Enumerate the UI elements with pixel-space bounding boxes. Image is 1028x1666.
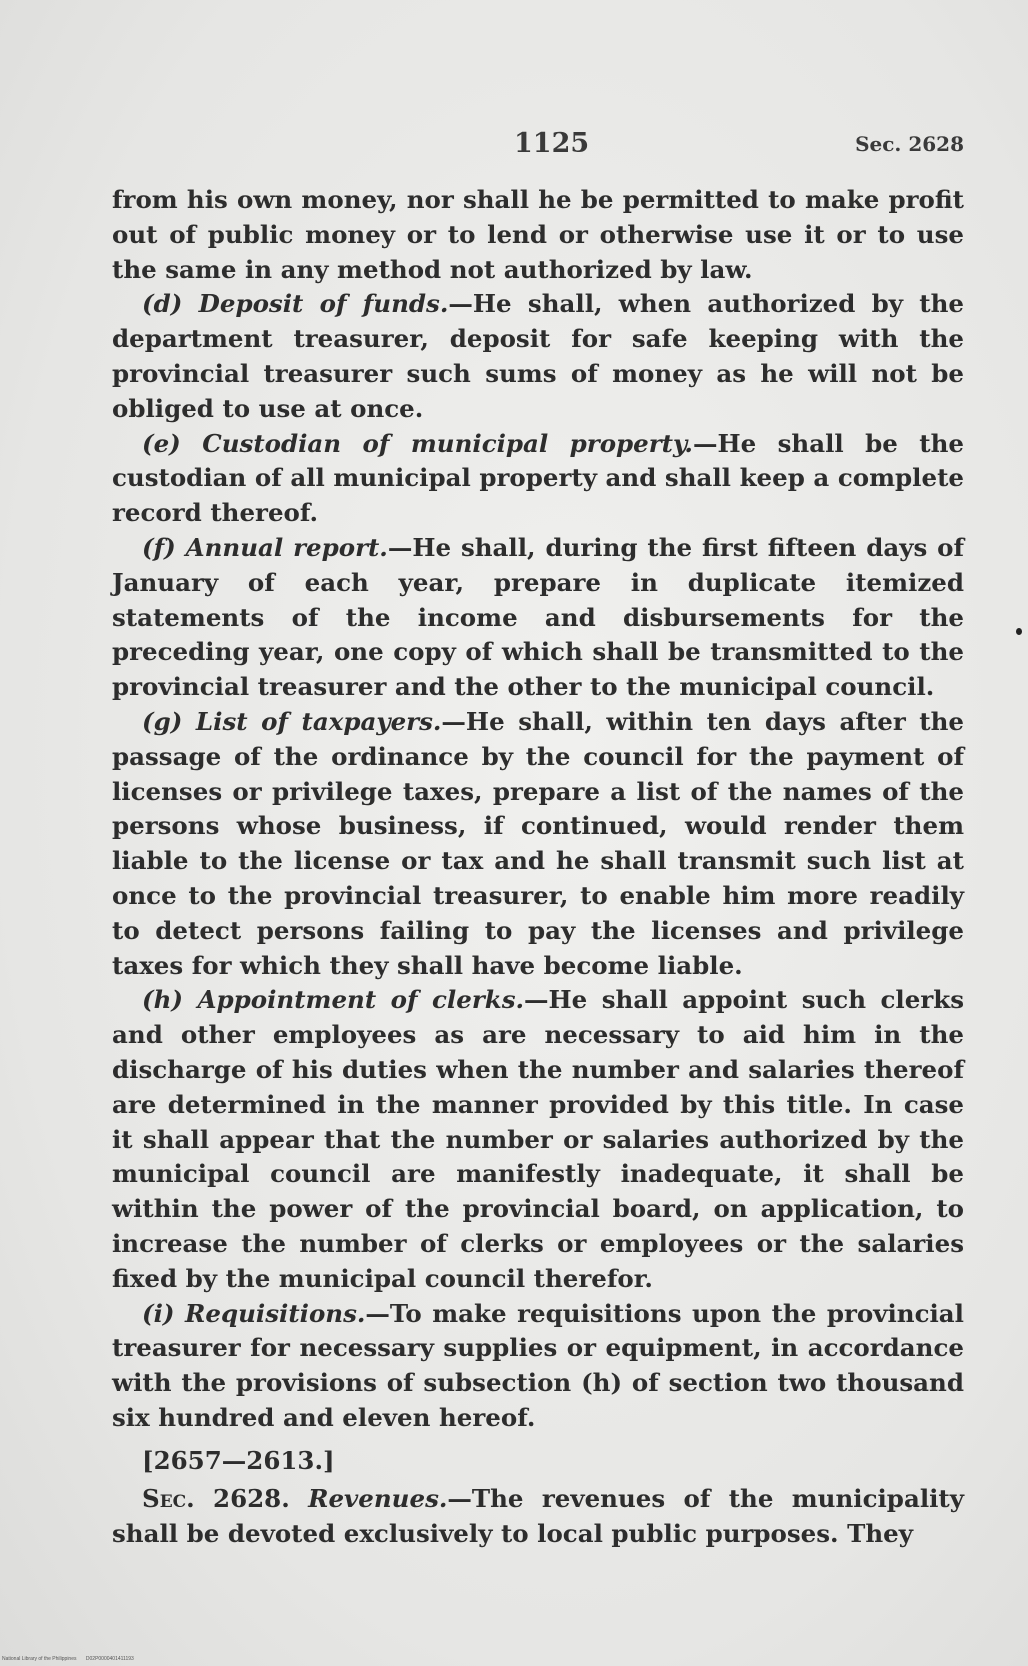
section-label: Sec. 2628. [142, 1484, 290, 1514]
paragraph-text: —To make requisitions upon the provincial treasurer for necessary supplies or equipment, in accordance with the provisions of subsection (h) of section two thousand six hundred and eleven hereof. [112, 1298, 964, 1432]
subsection-f [112, 531, 964, 705]
subsection-letter: (d) [142, 289, 183, 319]
section-text: —The revenues of the municipality shall be devoted exclusively to local public purposes. They [112, 1484, 964, 1549]
subsection-title: Requisitions. [185, 1298, 366, 1328]
body-text [112, 183, 964, 1552]
page-number: 1125 [514, 128, 590, 159]
scan-footer [2, 1656, 142, 1662]
scan-speck [1016, 628, 1022, 635]
paragraph-text: —He shall, during the first fifteen days of January of each year, prepare in duplicate itemized statements of the income and disbursements for the preceding year, one copy of which shall be transmitted to the provincial treasurer and the other to the municipal council. [112, 532, 965, 702]
paragraph-text: —He shall, within ten days after the passage of the ordinance by the council for the payment of licenses or privilege taxes, prepare a list of the names of the persons whose business, if continued, would render them liable to the license or tax and he shall transmit such list at once to the provincial treasurer, to enable him more readily to detect persons failing to pay the licenses and privilege taxes for which they shall have become liable. [112, 706, 965, 980]
subsection-letter: (f) [142, 532, 176, 562]
subsection-h [112, 983, 964, 1296]
subsection-e [112, 427, 964, 531]
subsection-i [112, 1297, 964, 1436]
subsection-title: Appointment of clerks. [197, 985, 525, 1015]
running-section-ref: Sec. 2628 [855, 132, 964, 156]
subsection-g [112, 705, 964, 983]
subsection-letter: (g) [142, 706, 183, 736]
subsection-letter: (h) [142, 985, 183, 1015]
paragraph-text: from his own money, nor shall he be permitted to make profit out of public money or to lend or otherwise use it or to use the same in any method not authorized by law. [112, 185, 964, 284]
paragraph-text: —He shall appoint such clerks and other employees as are necessary to aid him in the discharge of his duties when the number and salaries thereof are determined in the manner provided by this title. In case it shall appear that the number or salaries authorized by the municipal council are manifestly inadequate, it shall be within the power of the provincial board, on application, to increase the number of clerks or employees or the salaries fixed by the municipal council therefor. [112, 985, 964, 1293]
subsection-title: Custodian of municipal property. [202, 428, 693, 458]
scan-code: D02P0000401411193 [85, 1656, 134, 1662]
subsection-letter: (i) [142, 1298, 175, 1328]
paragraph-text: —He shall be the custodian of all municipal property and shall keep a complete record thereof. [112, 428, 965, 528]
library-name: National Library of the Philippines [2, 1656, 77, 1662]
section-title: Revenues. [308, 1484, 448, 1514]
subsection-title: Annual report. [185, 532, 388, 562]
subsection-d [112, 287, 964, 426]
page-header [112, 128, 964, 164]
subsection-title: Deposit of funds. [198, 289, 449, 319]
citation: [2657—2613.] [142, 1445, 335, 1475]
subsection-title: List of taxpayers. [195, 706, 442, 736]
subsection-letter: (e) [142, 428, 181, 458]
paragraph-text: —He shall, when authorized by the department treasurer, deposit for safe keeping with the provincial treasurer such sums of money as he will not be obliged to use at once. [112, 289, 965, 423]
section-2628 [112, 1482, 964, 1552]
paragraph-continuation [112, 183, 964, 287]
